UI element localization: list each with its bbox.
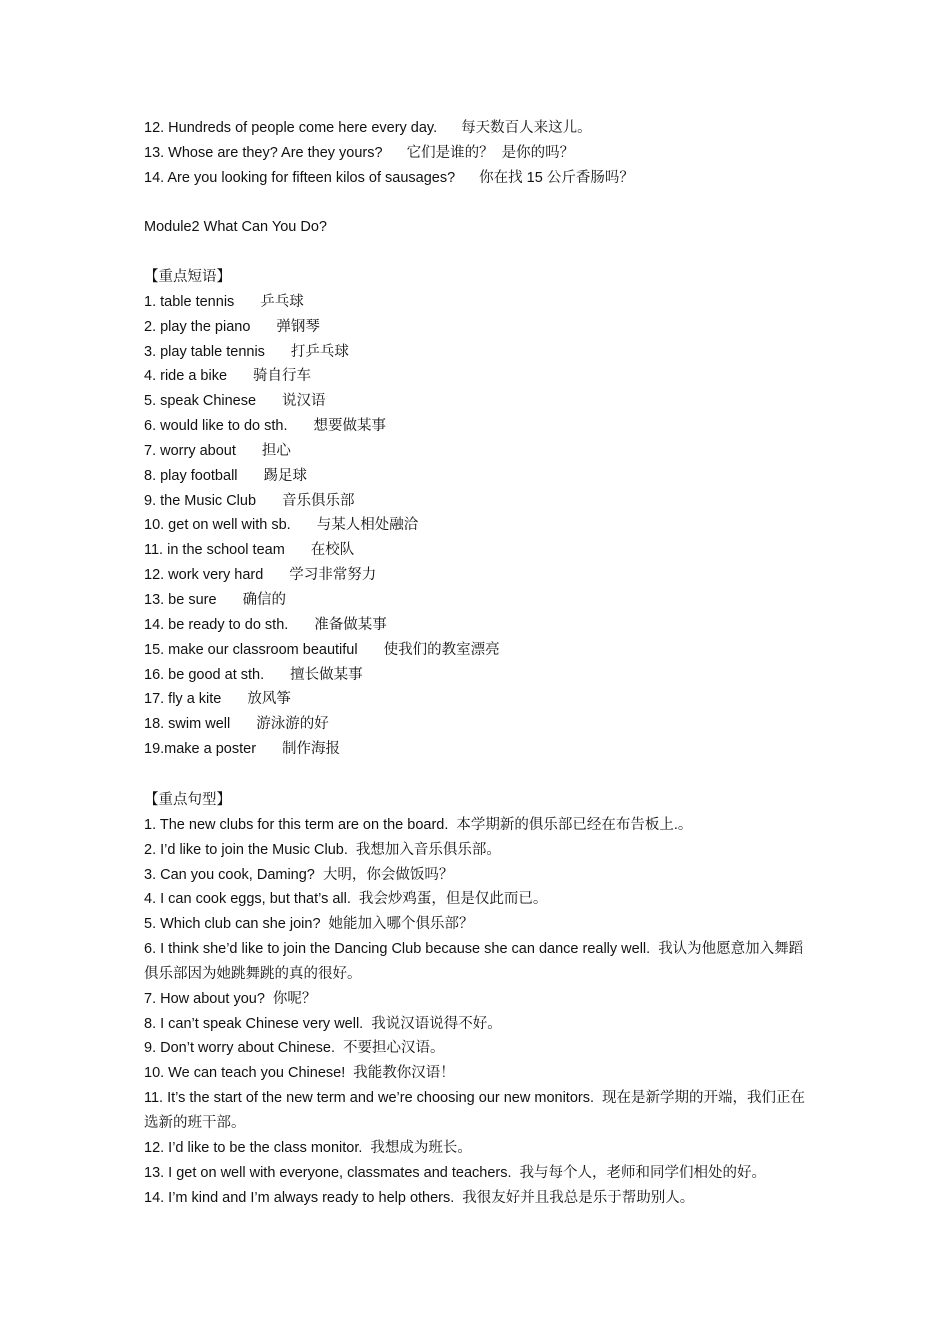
list-item — [144, 364, 814, 389]
list-item — [144, 737, 814, 762]
sentence-en: 5. Which club can she join? — [144, 916, 321, 933]
sentence-list — [144, 813, 814, 1211]
list-item — [144, 712, 814, 737]
phrase-en: 17. fly a kite — [144, 691, 222, 708]
phrases-section — [144, 265, 814, 762]
list-item — [144, 389, 814, 414]
list-item — [144, 166, 814, 191]
phrase-list — [144, 290, 814, 762]
sentence-zh: 你呢？ — [272, 990, 317, 1007]
list-item — [144, 638, 814, 663]
phrase-en: 18. swim well — [144, 716, 231, 733]
intro-sentences — [144, 116, 814, 191]
list-item — [144, 290, 814, 315]
sentence-zh: 我很友好并且我总是乐于帮助别人。 — [462, 1189, 695, 1206]
sentence-en: 4. I can cook eggs, but that’s all. — [144, 891, 351, 908]
phrase-zh: 音乐俱乐部 — [282, 492, 355, 509]
sentence-en: 2. I’d like to join the Music Club. — [144, 841, 348, 858]
phrase-zh: 担心 — [261, 442, 291, 459]
list-item — [144, 937, 814, 987]
list-item — [144, 1036, 814, 1061]
phrase-zh: 想要做某事 — [313, 418, 386, 435]
sentence-en: 14. I’m kind and I’m always ready to help others. — [144, 1189, 455, 1206]
sentence-en: 7. How about you? — [144, 990, 265, 1007]
sentence-en: 3. Can you cook, Daming? — [144, 866, 315, 883]
phrase-zh: 制作海报 — [282, 741, 341, 758]
phrase-en: 12. work very hard — [144, 567, 264, 584]
sentence-zh: 你在找 15 公斤香肠吗？ — [479, 169, 634, 186]
sentences-heading: 【重点句型】 — [144, 792, 231, 808]
sentence-en: 12. Hundreds of people come here every day. — [144, 120, 438, 136]
phrase-en: 8. play football — [144, 467, 238, 484]
phrase-zh: 放风筝 — [247, 691, 291, 708]
list-item — [144, 813, 814, 838]
list-item — [144, 489, 814, 514]
sentence-zh: 我会炒鸡蛋，但是仅此而已。 — [358, 891, 548, 908]
sentence-en: 6. I think she’d like to join the Dancing Club because she can dance really well. — [144, 941, 651, 958]
phrase-zh: 说汉语 — [282, 393, 326, 410]
phrase-en: 7. worry about — [144, 442, 236, 459]
list-item — [144, 1161, 814, 1186]
sentence-en: 13. Whose are they? Are they yours? — [144, 144, 383, 161]
sentence-en: 1. The new clubs for this term are on the board. — [144, 816, 449, 833]
phrase-zh: 乒乓球 — [260, 293, 304, 310]
sentence-zh: 我认为他愿意加入舞蹈俱乐部因为她跳舞跳的真的很好。 — [144, 941, 804, 982]
phrase-zh: 骑自行车 — [253, 368, 312, 385]
sentence-zh: 大明，你会做饭吗？ — [322, 866, 454, 883]
list-item — [144, 1186, 814, 1211]
list-item — [144, 1136, 814, 1161]
sentence-zh: 不要担心汉语。 — [343, 1040, 445, 1057]
phrase-en: 11. in the school team — [144, 542, 285, 559]
phrase-zh: 游泳游的好 — [256, 716, 329, 733]
phrase-zh: 弹钢琴 — [276, 318, 320, 335]
list-item — [144, 464, 814, 489]
list-item — [144, 887, 814, 912]
phrases-heading: 【重点短语】 — [144, 269, 231, 285]
list-item — [144, 663, 814, 688]
sentence-en: 13. I get on well with everyone, classmates and teachers. — [144, 1164, 512, 1181]
phrase-zh: 打乒乓球 — [290, 343, 349, 360]
phrase-zh: 使我们的教室漂亮 — [383, 641, 500, 658]
list-item — [144, 340, 814, 365]
list-item — [144, 613, 814, 638]
phrase-en: 4. ride a bike — [144, 368, 228, 385]
sentence-zh: 我想加入音乐俱乐部。 — [355, 841, 501, 858]
sentences-section — [144, 788, 814, 1210]
phrase-en: 19.make a poster — [144, 741, 257, 758]
list-item — [144, 116, 814, 141]
phrase-en: 1. table tennis — [144, 293, 235, 310]
sentence-zh: 我能教你汉语！ — [353, 1065, 455, 1082]
sentence-en: 9. Don’t worry about Chinese. — [144, 1040, 336, 1057]
list-item — [144, 538, 814, 563]
list-item — [144, 987, 814, 1012]
phrase-zh: 踢足球 — [263, 467, 308, 484]
phrase-zh: 在校队 — [310, 542, 355, 559]
list-item — [144, 563, 814, 588]
list-item — [144, 1086, 814, 1136]
sentence-zh: 它们是谁的？ 是你的吗？ — [406, 144, 575, 161]
phrase-en: 9. the Music Club — [144, 492, 257, 509]
phrase-en: 13. be sure — [144, 591, 217, 608]
list-item — [144, 439, 814, 464]
list-item — [144, 414, 814, 439]
sentence-zh: 本学期新的俱乐部已经在布告板上.。 — [456, 816, 693, 833]
phrase-en: 16. be good at sth. — [144, 666, 265, 683]
phrase-en: 15. make our classroom beautiful — [144, 641, 358, 658]
module-title: Module2 What Can You Do? — [144, 219, 327, 235]
phrase-en: 2. play the piano — [144, 318, 251, 335]
sentence-en: 12. I’d like to be the class monitor. — [144, 1139, 363, 1156]
phrase-zh: 准备做某事 — [314, 616, 387, 633]
list-item — [144, 588, 814, 613]
list-item — [144, 141, 814, 166]
list-item — [144, 513, 814, 538]
list-item — [144, 687, 814, 712]
list-item — [144, 863, 814, 888]
phrase-en: 5. speak Chinese — [144, 393, 257, 410]
sentence-zh: 我与每个人，老师和同学们相处的好。 — [519, 1164, 767, 1181]
sentence-en: 14. Are you looking for fifteen kilos of sausages? — [144, 169, 456, 186]
phrase-zh: 与某人相处融洽 — [316, 517, 419, 534]
sentence-zh: 现在是新学期的开端，我们正在选新的班干部。 — [144, 1090, 805, 1131]
phrase-zh: 擅长做某事 — [290, 666, 363, 683]
sentence-en: 11. It’s the start of the new term and we’re choosing our new monitors. — [144, 1090, 594, 1107]
phrase-zh: 学习非常努力 — [289, 567, 377, 584]
sentence-zh: 每天数百人来这儿。 — [461, 120, 592, 136]
list-item — [144, 315, 814, 340]
list-item — [144, 1061, 814, 1086]
phrase-en: 6. would like to do sth. — [144, 418, 288, 435]
phrase-zh: 确信的 — [242, 591, 287, 608]
phrase-en: 10. get on well with sb. — [144, 517, 291, 534]
phrase-en: 3. play table tennis — [144, 343, 265, 360]
phrase-en: 14. be ready to do sth. — [144, 616, 289, 633]
list-item — [144, 1012, 814, 1037]
sentence-zh: 我说汉语说得不好。 — [371, 1015, 502, 1032]
sentence-en: 10. We can teach you Chinese! — [144, 1065, 346, 1082]
list-item — [144, 912, 814, 937]
list-item — [144, 838, 814, 863]
sentence-zh: 她能加入哪个俱乐部？ — [328, 916, 474, 933]
sentence-en: 8. I can’t speak Chinese very well. — [144, 1015, 364, 1032]
sentence-zh: 我想成为班长。 — [370, 1139, 472, 1156]
